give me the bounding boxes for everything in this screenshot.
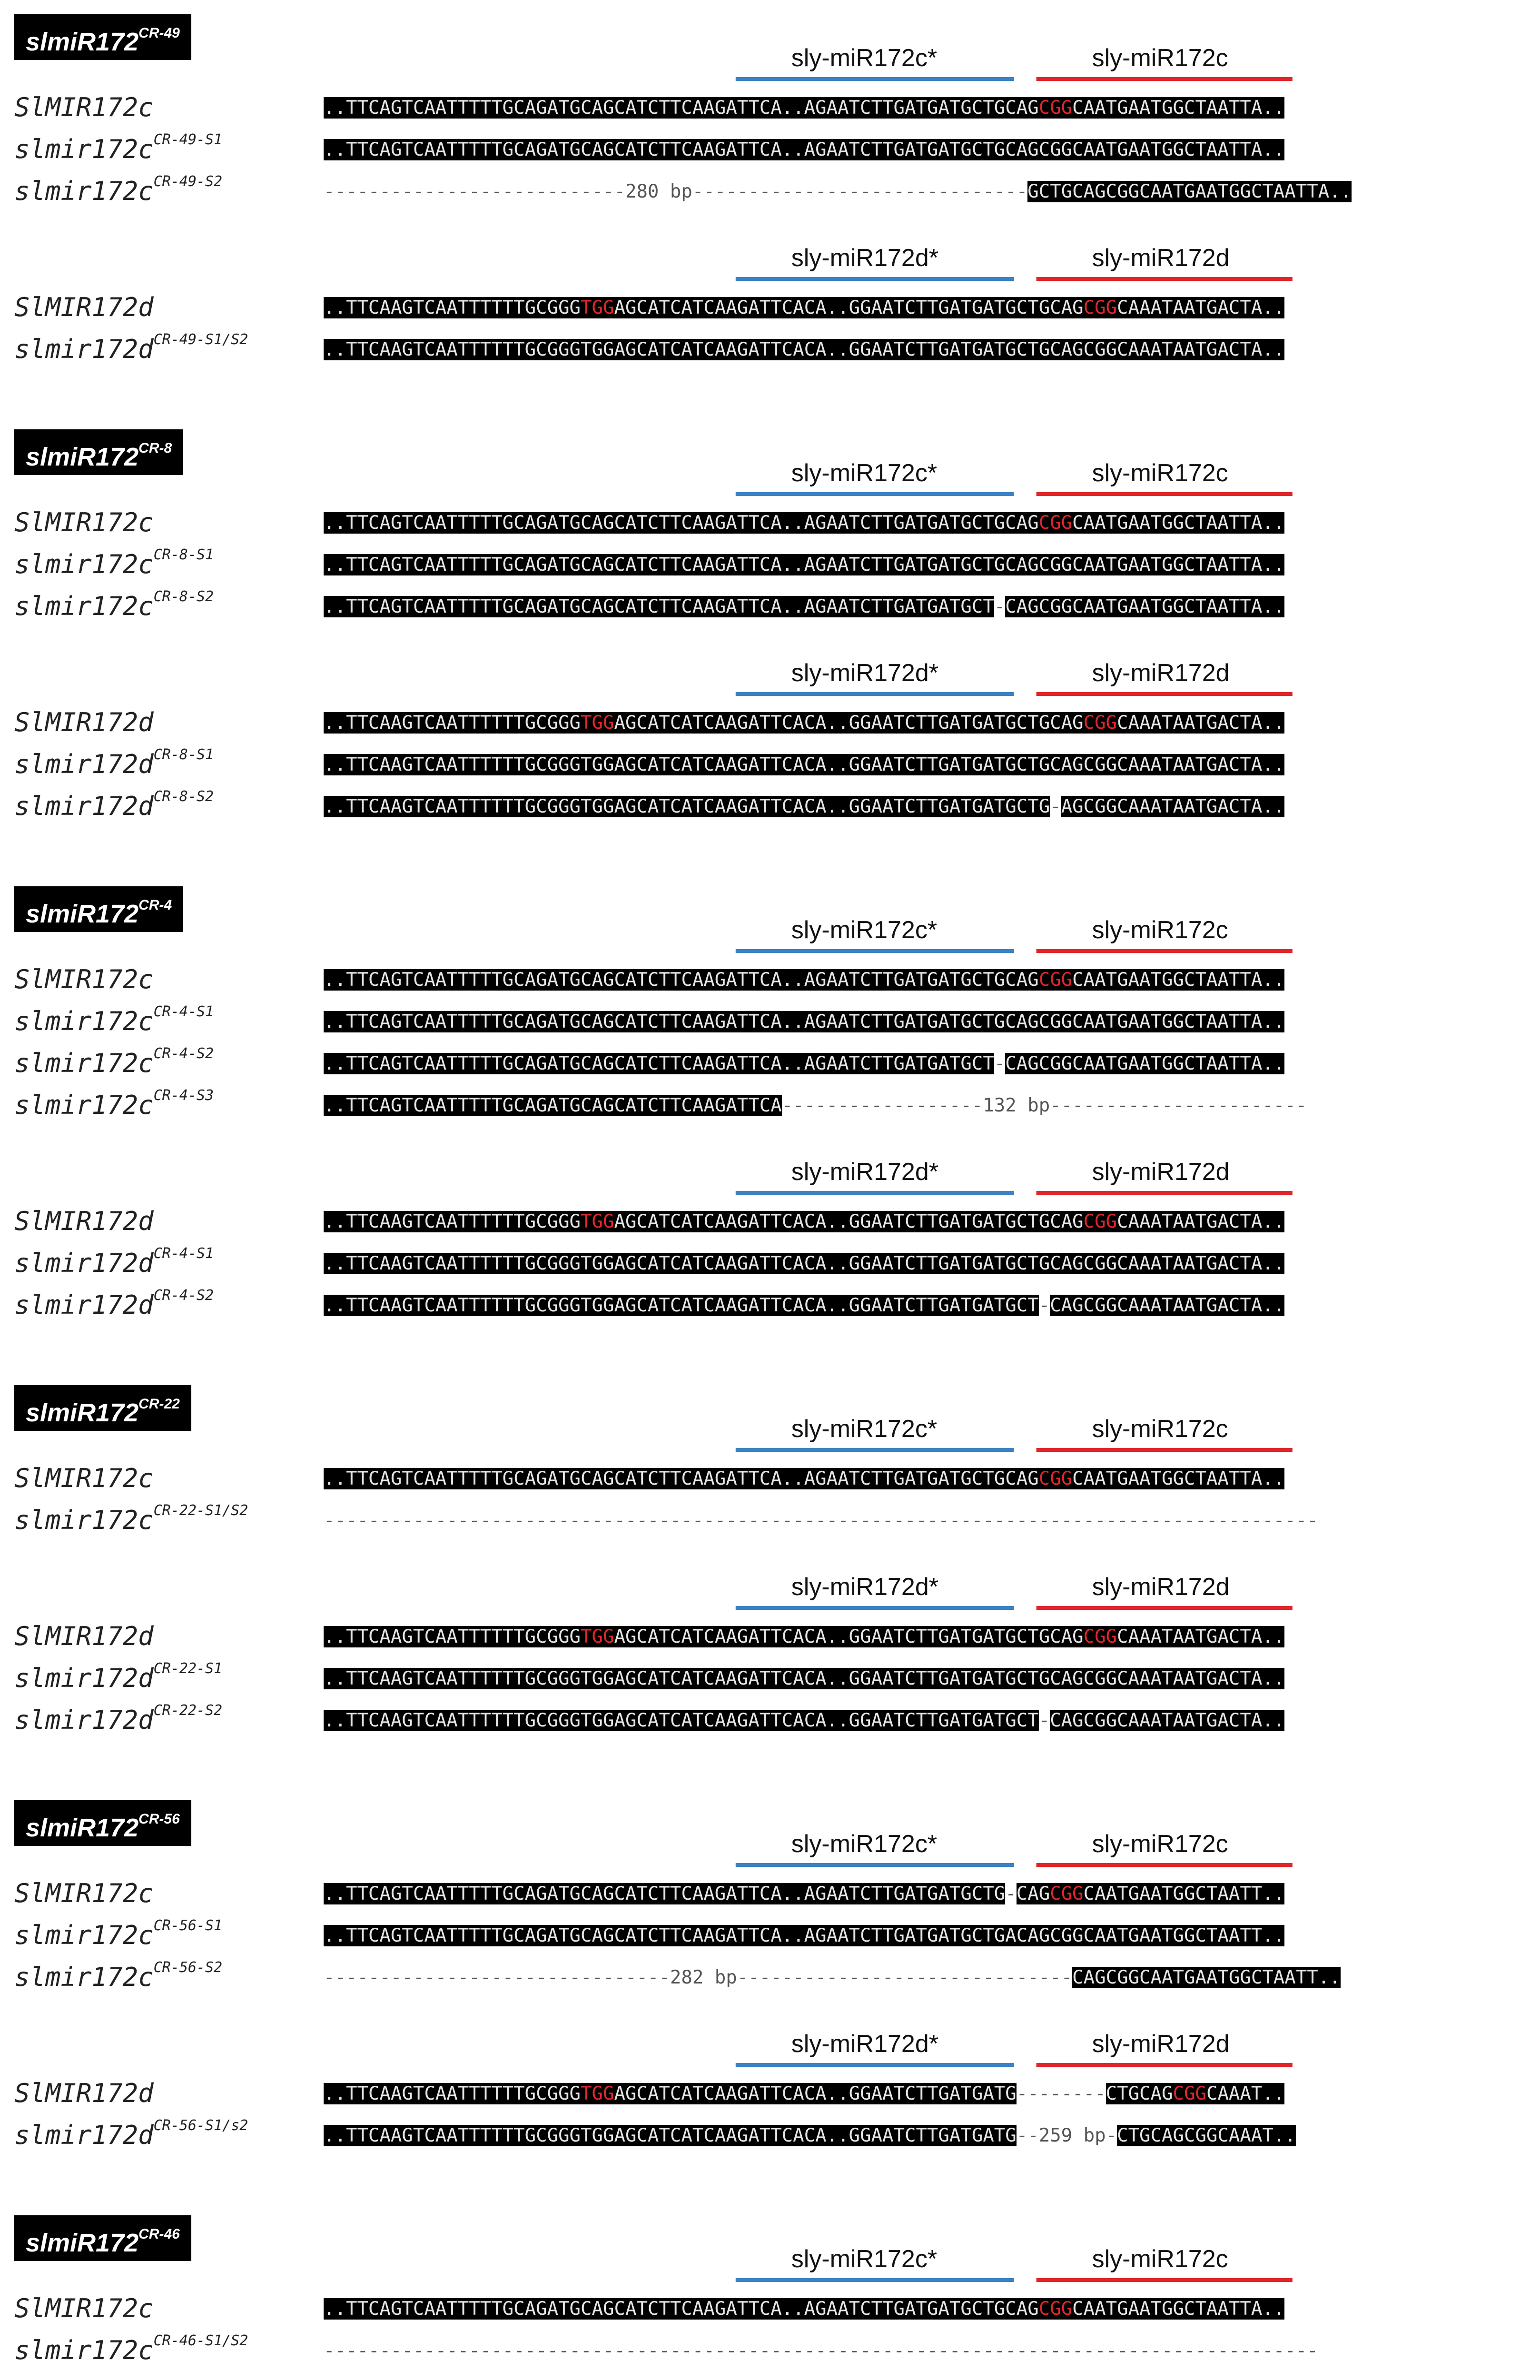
row-label xyxy=(14,1917,223,1950)
star-strand-label: sly-miR172c* xyxy=(791,44,938,72)
star-strand-label: sly-miR172d* xyxy=(791,244,939,272)
row-label xyxy=(14,1621,154,1651)
sequence-row xyxy=(324,750,1284,780)
sequence-segment: CTGCAGCGGCAAAT.. xyxy=(1117,2125,1296,2146)
row-label xyxy=(14,1206,154,1236)
row-label xyxy=(14,707,154,737)
row-label-superscript: CR-49-S1 xyxy=(153,131,223,148)
sequence-segment: CAAATAATGACTA.. xyxy=(1117,1211,1285,1232)
sequence-row xyxy=(324,1249,1284,1279)
row-label xyxy=(14,2293,154,2323)
sequence-row xyxy=(324,2079,1284,2109)
sequence-row xyxy=(324,1007,1284,1037)
sequence-segment: ..TTCAAGTCAATTTTTTGCGGGTGGAGCATCATCAAGATTCACA..GGAATCTTGATGATGCTGCAGCGGCAAATAATGACTA.. xyxy=(324,754,1285,775)
panel-title-text: slmiR172 xyxy=(26,443,139,471)
sequence-segment: ..TTCAGTCAATTTTTGCAGATGCAGCATCTTCAAGATTCA..AGAATCTTGATGATGCTGCAGCGGCAATGAATGGCTAATTA.. xyxy=(324,554,1285,575)
pam-site: TGG xyxy=(581,712,614,734)
row-label xyxy=(14,1502,248,1535)
sequence-row xyxy=(324,1963,1341,1993)
sequence-row xyxy=(324,708,1284,738)
mature-strand-label: sly-miR172d xyxy=(1092,1158,1230,1186)
pam-site: CGG xyxy=(1083,1211,1117,1232)
sequence-segment: ..TTCAAGTCAATTTTTTGCGGG xyxy=(324,1626,581,1647)
row-label xyxy=(14,2332,248,2365)
panel-title xyxy=(14,2215,191,2261)
row-label-name: slmir172d xyxy=(14,1248,154,1278)
sequence-row xyxy=(324,1464,1284,1494)
row-label xyxy=(14,331,248,364)
row-label xyxy=(14,964,154,994)
sequence-row xyxy=(324,1706,1284,1735)
sequence-segment: ..TTCAAGTCAATTTTTTGCGGG xyxy=(324,712,581,734)
row-label xyxy=(14,1087,214,1120)
star-strand-label: sly-miR172c* xyxy=(791,1415,938,1443)
deletion-gap: -------- xyxy=(1016,2083,1106,2104)
deletion-gap: - xyxy=(994,1053,1006,1074)
deletion-gap: - xyxy=(1038,1295,1050,1316)
sequence-row xyxy=(324,135,1284,165)
sequence-row xyxy=(324,1664,1284,1694)
pam-site: TGG xyxy=(581,2083,614,2104)
panel-title-text: slmiR172 xyxy=(26,900,139,928)
row-label-name: slmir172c xyxy=(14,1090,154,1120)
row-label xyxy=(14,1959,223,1992)
row-label-name: SlMIR172d xyxy=(14,707,154,737)
row-label-name: slmir172d xyxy=(14,791,154,821)
row-label xyxy=(14,1245,214,1278)
panel-title xyxy=(14,14,191,60)
row-label-name: slmir172d xyxy=(14,749,154,779)
row-label xyxy=(14,746,214,779)
mature-strand-label: sly-miR172d xyxy=(1092,1573,1230,1601)
row-label xyxy=(14,1463,154,1493)
row-label-name: slmir172c xyxy=(14,1962,154,1992)
sequence-segment: ..TTCAGTCAATTTTTGCAGATGCAGCATCTTCAAGATTCA..AGAATCTTGATGATGCTGCAG xyxy=(324,1468,1039,1489)
sequence-segment: ..TTCAAGTCAATTTTTTGCGGGTGGAGCATCATCAAGATTCACA..GGAATCTTGATGATGCT xyxy=(324,1710,1039,1731)
row-label-name: SlMIR172d xyxy=(14,2078,154,2108)
sequence-row xyxy=(324,2336,1318,2366)
mature-strand-label: sly-miR172d xyxy=(1092,2030,1230,2058)
row-label-name: slmir172c xyxy=(14,176,154,206)
sequence-row xyxy=(324,1506,1318,1536)
sequence-segment: ..TTCAAGTCAATTTTTTGCGGG xyxy=(324,2083,581,2104)
row-label-superscript: CR-56-S1/s2 xyxy=(153,2117,248,2134)
sequence-segment: ..TTCAGTCAATTTTTGCAGATGCAGCATCTTCAAGATTCA..AGAATCTTGATGATGCTGCAGCGGCAATGAATGGCTAATTA.. xyxy=(324,139,1285,160)
star-strand-label: sly-miR172d* xyxy=(791,1573,939,1601)
sequence-row xyxy=(324,1091,1307,1121)
pam-site: CGG xyxy=(1038,512,1073,534)
row-label-name: slmir172c xyxy=(14,2335,154,2365)
sequence-row xyxy=(324,2121,1296,2151)
mature-strand-label: sly-miR172c xyxy=(1092,2245,1228,2273)
mature-strand-label: sly-miR172c xyxy=(1092,44,1228,72)
row-label xyxy=(14,92,154,122)
sequence-segment: ..TTCAAGTCAATTTTTTGCGGGTGGAGCATCATCAAGATTCACA..GGAATCTTGATGATGCTGCAGCGGCAAATAATGACTA.. xyxy=(324,339,1285,360)
sequence-segment: AGCATCATCAAGATTCACA..GGAATCTTGATGATGCTGCAG xyxy=(614,712,1084,734)
pam-site: TGG xyxy=(581,1626,614,1647)
sequence-segment: CTGCAG xyxy=(1106,2083,1173,2104)
sequence-row xyxy=(324,792,1284,822)
row-label-superscript: CR-4-S2 xyxy=(153,1045,214,1062)
row-label xyxy=(14,1878,154,1908)
row-label-name: slmir172c xyxy=(14,134,154,164)
sequence-row xyxy=(324,592,1284,622)
sequence-segment: CAATGAATGGCTAATTA.. xyxy=(1072,97,1285,119)
panel-title-text: slmiR172 xyxy=(26,28,139,56)
sequence-segment: CAGCGGCAATGAATGGCTAATTA.. xyxy=(1005,1053,1285,1074)
sequence-row xyxy=(324,293,1284,323)
row-label-superscript: CR-8-S1 xyxy=(153,546,214,563)
sequence-segment: CAGCGGCAAATAATGACTA.. xyxy=(1050,1295,1285,1316)
sequence-segment: ..TTCAGTCAATTTTTGCAGATGCAGCATCTTCAAGATTCA..AGAATCTTGATGATGCTGCAG xyxy=(324,512,1039,534)
deletion-gap: - xyxy=(1050,796,1061,817)
row-label xyxy=(14,1702,223,1735)
row-label xyxy=(14,1287,214,1320)
row-label xyxy=(14,2117,248,2150)
row-label-name: SlMIR172c xyxy=(14,1878,154,1908)
row-label-name: slmir172c xyxy=(14,591,154,621)
sequence-segment: ..TTCAAGTCAATTTTTTGCGGGTGGAGCATCATCAAGATTCACA..GGAATCTTGATGATGCTG xyxy=(324,796,1050,817)
row-label xyxy=(14,2078,154,2108)
row-label xyxy=(14,1045,214,1078)
deletion-gap: ---------------------------280 bp------------------------------ xyxy=(324,181,1028,202)
panel-title-text: slmiR172 xyxy=(26,1398,139,1427)
sequence-segment: ..TTCAAGTCAATTTTTTGCGGG xyxy=(324,1211,581,1232)
mature-strand-label: sly-miR172c xyxy=(1092,459,1228,487)
pam-site: CGG xyxy=(1038,97,1073,119)
row-label-superscript: CR-56-S2 xyxy=(153,1959,223,1976)
row-label-name: slmir172d xyxy=(14,1290,154,1320)
row-label-name: slmir172c xyxy=(14,1920,154,1950)
pam-site: TGG xyxy=(581,297,614,318)
mature-strand-label: sly-miR172c xyxy=(1092,1830,1228,1858)
deletion-gap: ----------------------------------------------------------------------------------------- xyxy=(324,1510,1318,1531)
deletion-gap: - xyxy=(1038,1710,1050,1731)
row-label-superscript: CR-49-S2 xyxy=(153,173,223,190)
mature-strand-label: sly-miR172d xyxy=(1092,244,1230,272)
panel-title-superscript: CR-49 xyxy=(138,25,180,41)
row-label-name: slmir172c xyxy=(14,549,154,579)
row-label-superscript: CR-22-S1 xyxy=(153,1660,223,1677)
row-label-name: slmir172d xyxy=(14,334,154,364)
row-label-superscript: CR-46-S1/S2 xyxy=(153,2332,248,2349)
panel-title xyxy=(14,886,183,932)
row-label xyxy=(14,1660,223,1693)
row-label xyxy=(14,507,154,537)
row-label-name: SlMIR172c xyxy=(14,507,154,537)
row-label-name: slmir172c xyxy=(14,1505,154,1535)
sequence-segment: AGCATCATCAAGATTCACA..GGAATCTTGATGATGCTGCAG xyxy=(614,297,1084,318)
sequence-segment: CAATGAATGGCTAATTA.. xyxy=(1072,2298,1285,2320)
sequence-segment: CAATGAATGGCTAATTA.. xyxy=(1072,969,1285,991)
sequence-segment: AGCATCATCAAGATTCACA..GGAATCTTGATGATGCTGCAG xyxy=(614,1626,1084,1647)
row-label xyxy=(14,292,154,322)
sequence-segment: CAGCGGCAAATAATGACTA.. xyxy=(1050,1710,1285,1731)
sequence-row xyxy=(324,1921,1284,1951)
sequence-segment: ..TTCAGTCAATTTTTGCAGATGCAGCATCTTCAAGATTCA..AGAATCTTGATGATGCTGCAG xyxy=(324,97,1039,119)
row-label-superscript: CR-8-S1 xyxy=(153,746,214,763)
sequence-row xyxy=(324,93,1284,123)
row-label xyxy=(14,131,223,164)
pam-site: CGG xyxy=(1038,969,1073,991)
pam-site: CGG xyxy=(1173,2083,1206,2104)
panel-title-superscript: CR-56 xyxy=(138,1811,180,1827)
sequence-segment: CAAATAATGACTA.. xyxy=(1117,712,1285,734)
sequence-segment: CAAATAATGACTA.. xyxy=(1117,1626,1285,1647)
star-strand-label: sly-miR172c* xyxy=(791,2245,938,2273)
sequence-segment: ..TTCAGTCAATTTTTGCAGATGCAGCATCTTCAAGATTCA..AGAATCTTGATGATGCT xyxy=(324,596,994,617)
sequence-segment: ..TTCAGTCAATTTTTGCAGATGCAGCATCTTCAAGATTCA xyxy=(324,1095,782,1116)
star-strand-label: sly-miR172d* xyxy=(791,2030,939,2058)
sequence-segment: ..TTCAGTCAATTTTTGCAGATGCAGCATCTTCAAGATTCA..AGAATCTTGATGATGCTGCAGCGGCAATGAATGGCTAATTA.. xyxy=(324,1011,1285,1032)
sequence-segment: CAGCGGCAATGAATGGCTAATT.. xyxy=(1072,1967,1341,1988)
deletion-gap: - xyxy=(994,596,1006,617)
sequence-segment: CAATGAATGGCTAATTA.. xyxy=(1072,512,1285,534)
sequence-segment: ..TTCAAGTCAATTTTTTGCGGGTGGAGCATCATCAAGATTCACA..GGAATCTTGATGATG xyxy=(324,2125,1017,2146)
sequence-segment: ..TTCAAGTCAATTTTTTGCGGGTGGAGCATCATCAAGATTCACA..GGAATCTTGATGATGCTGCAGCGGCAAATAATGACTA.. xyxy=(324,1668,1285,1689)
sequence-row xyxy=(324,508,1284,538)
row-label-name: SlMIR172c xyxy=(14,2293,154,2323)
row-label xyxy=(14,546,214,579)
sequence-row xyxy=(324,965,1284,995)
row-label xyxy=(14,173,223,206)
row-label-superscript: CR-4-S3 xyxy=(153,1087,214,1104)
sequence-row xyxy=(324,550,1284,580)
sequence-row xyxy=(324,1879,1284,1909)
star-strand-label: sly-miR172c* xyxy=(791,1830,938,1858)
sequence-segment: ..TTCAGTCAATTTTTGCAGATGCAGCATCTTCAAGATTCA..AGAATCTTGATGATGCTGCAG xyxy=(324,2298,1039,2320)
sequence-segment: GCTGCAGCGGCAATGAATGGCTAATTA.. xyxy=(1027,181,1352,202)
pam-site: CGG xyxy=(1083,712,1117,734)
panel-title xyxy=(14,1800,191,1846)
pam-site: CGG xyxy=(1083,297,1117,318)
sequence-row xyxy=(324,335,1284,365)
sequence-segment: CAG xyxy=(1016,1883,1050,1904)
row-label-superscript: CR-22-S2 xyxy=(153,1702,223,1719)
sequence-segment: ..TTCAGTCAATTTTTGCAGATGCAGCATCTTCAAGATTCA..AGAATCTTGATGATGCTG xyxy=(324,1883,1006,1904)
deletion-gap: --259 bp- xyxy=(1016,2125,1117,2146)
sequence-segment: AGCATCATCAAGATTCACA..GGAATCTTGATGATG xyxy=(614,2083,1017,2104)
sequence-row xyxy=(324,177,1352,207)
panel-title-superscript: CR-8 xyxy=(138,440,172,456)
pam-site: CGG xyxy=(1038,2298,1073,2320)
mature-strand-label: sly-miR172d xyxy=(1092,659,1230,687)
row-label xyxy=(14,588,214,621)
sequence-segment: AGCATCATCAAGATTCACA..GGAATCTTGATGATGCTGCAG xyxy=(614,1211,1084,1232)
row-label-superscript: CR-49-S1/S2 xyxy=(153,331,248,348)
row-label-superscript: CR-4-S2 xyxy=(153,1287,214,1304)
sequence-segment: ..TTCAAGTCAATTTTTTGCGGGTGGAGCATCATCAAGATTCACA..GGAATCTTGATGATGCTGCAGCGGCAAATAATGACTA.. xyxy=(324,1253,1285,1274)
row-label-name: SlMIR172c xyxy=(14,964,154,994)
panel-title-text: slmiR172 xyxy=(26,2229,139,2257)
sequence-segment: ..TTCAGTCAATTTTTGCAGATGCAGCATCTTCAAGATTCA..AGAATCTTGATGATGCTGACAGCGGCAATGAATGGCTAATT.. xyxy=(324,1925,1285,1946)
pam-site: CGG xyxy=(1038,1468,1073,1489)
row-label-superscript: CR-8-S2 xyxy=(153,588,214,605)
mature-strand-label: sly-miR172c xyxy=(1092,916,1228,944)
row-label-superscript: CR-22-S1/S2 xyxy=(153,1502,248,1519)
panel-title-superscript: CR-4 xyxy=(138,897,172,913)
sequence-segment: CAATGAATGGCTAATT.. xyxy=(1083,1883,1285,1904)
row-label-name: SlMIR172d xyxy=(14,292,154,322)
panel-title-text: slmiR172 xyxy=(26,1814,139,1842)
sequence-row xyxy=(324,2294,1284,2324)
row-label-superscript: CR-56-S1 xyxy=(153,1917,223,1934)
sequence-row xyxy=(324,1291,1284,1320)
deletion-gap: ----------------------------------------------------------------------------------------- xyxy=(324,2340,1318,2361)
row-label-superscript: CR-8-S2 xyxy=(153,788,214,805)
row-label-name: slmir172d xyxy=(14,2120,154,2150)
row-label-superscript: CR-4-S1 xyxy=(153,1003,214,1020)
pam-site: CGG xyxy=(1050,1883,1084,1904)
sequence-segment: AGCGGCAAATAATGACTA.. xyxy=(1061,796,1285,817)
panel-title xyxy=(14,1385,191,1431)
sequence-segment: ..TTCAGTCAATTTTTGCAGATGCAGCATCTTCAAGATTCA..AGAATCTTGATGATGCTGCAG xyxy=(324,969,1039,991)
star-strand-label: sly-miR172d* xyxy=(791,659,939,687)
panel-title-superscript: CR-46 xyxy=(138,2226,180,2242)
row-label-name: SlMIR172c xyxy=(14,1463,154,1493)
deletion-gap: -------------------------------282 bp------------------------------ xyxy=(324,1967,1073,1988)
sequence-segment: CAATGAATGGCTAATTA.. xyxy=(1072,1468,1285,1489)
mature-strand-label: sly-miR172c xyxy=(1092,1415,1228,1443)
sequence-segment: ..TTCAAGTCAATTTTTTGCGGG xyxy=(324,297,581,318)
row-label-name: slmir172c xyxy=(14,1048,154,1078)
row-label xyxy=(14,788,214,821)
pam-site: TGG xyxy=(581,1211,614,1232)
row-label-name: SlMIR172d xyxy=(14,1206,154,1236)
pam-site: CGG xyxy=(1083,1626,1117,1647)
star-strand-label: sly-miR172c* xyxy=(791,459,938,487)
star-strand-label: sly-miR172d* xyxy=(791,1158,939,1186)
sequence-segment: ..TTCAAGTCAATTTTTTGCGGGTGGAGCATCATCAAGATTCACA..GGAATCTTGATGATGCT xyxy=(324,1295,1039,1316)
row-label-superscript: CR-4-S1 xyxy=(153,1245,214,1262)
sequence-segment: ..TTCAGTCAATTTTTGCAGATGCAGCATCTTCAAGATTCA..AGAATCTTGATGATGCT xyxy=(324,1053,994,1074)
row-label xyxy=(14,1003,214,1036)
row-label-name: slmir172d xyxy=(14,1705,154,1735)
panel-title-superscript: CR-22 xyxy=(138,1396,180,1412)
sequence-row xyxy=(324,1622,1284,1652)
row-label-name: slmir172d xyxy=(14,1663,154,1693)
sequence-segment: CAAATAATGACTA.. xyxy=(1117,297,1285,318)
deletion-gap: ------------------132 bp----------------------- xyxy=(781,1095,1307,1116)
row-label-name: slmir172c xyxy=(14,1006,154,1036)
sequence-row xyxy=(324,1049,1284,1079)
sequence-row xyxy=(324,1207,1284,1237)
sequence-segment: CAAAT.. xyxy=(1206,2083,1285,2104)
row-label-name: SlMIR172c xyxy=(14,92,154,122)
star-strand-label: sly-miR172c* xyxy=(791,916,938,944)
deletion-gap: - xyxy=(1005,1883,1017,1904)
panel-title xyxy=(14,429,183,475)
row-label-name: SlMIR172d xyxy=(14,1621,154,1651)
sequence-segment: CAGCGGCAATGAATGGCTAATTA.. xyxy=(1005,596,1285,617)
